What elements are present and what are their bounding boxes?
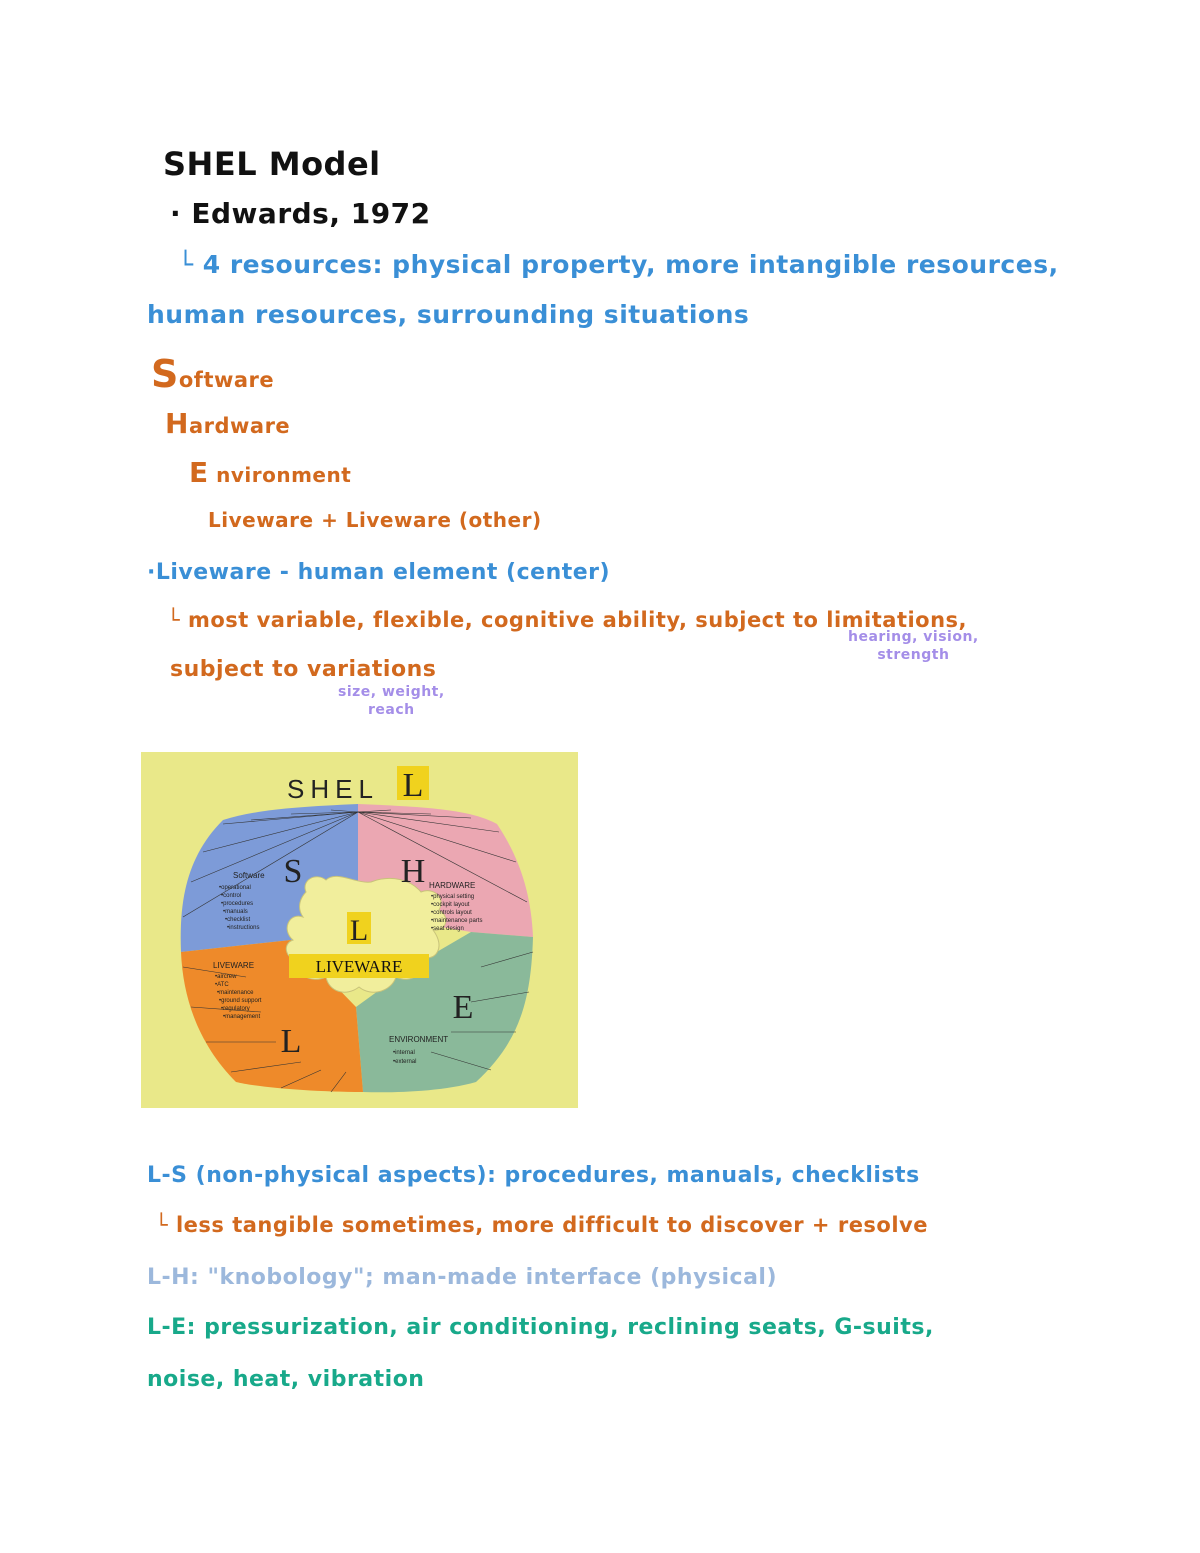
hardware-item: •seat design bbox=[431, 926, 464, 932]
note-l-e-line-2: noise, heat, vibration bbox=[147, 1367, 425, 1392]
annotation-limitations bbox=[848, 628, 979, 664]
note-l-s: L-S (non-physical aspects): procedures, manuals, checklists bbox=[147, 1163, 920, 1188]
center-l: L bbox=[349, 914, 369, 947]
liveware-item: •management bbox=[223, 1014, 261, 1020]
note-l-s-detail: └ less tangible sometimes, more difficult to discover + resolve bbox=[155, 1213, 928, 1237]
annotation-variations bbox=[338, 683, 445, 719]
liveware-item: •ground support bbox=[219, 998, 262, 1004]
shel-hardware-line bbox=[165, 407, 290, 440]
annotation-variations-line-2: reach bbox=[368, 702, 415, 718]
annotation-limitations-line-2: strength bbox=[877, 647, 950, 663]
letter-e: E bbox=[452, 989, 474, 1026]
hardware-title: HARDWARE bbox=[429, 881, 476, 890]
software-item: •control bbox=[221, 893, 242, 899]
liveware-item: •ATC bbox=[215, 982, 229, 988]
software-item: •checklist bbox=[225, 917, 251, 923]
annotation-variations-line-1: size, weight, bbox=[338, 684, 445, 700]
shel-environment-rest: nvironment bbox=[208, 463, 352, 487]
liveware-item: •regulatory bbox=[221, 1006, 250, 1012]
liveware-title: LIVEWARE bbox=[213, 961, 255, 970]
shel-software-rest: oftware bbox=[178, 368, 275, 392]
liveware-item: •maintenance bbox=[217, 990, 254, 996]
annotation-limitations-line-1: hearing, vision, bbox=[848, 629, 979, 645]
shel-software-line bbox=[151, 352, 274, 396]
note-l-h: L-H: "knobology"; man-made interface (physical) bbox=[147, 1265, 778, 1290]
shel-hardware-rest: ardware bbox=[188, 414, 291, 438]
note-resources-line-1: └ 4 resources: physical property, more intangible resources, bbox=[178, 250, 1059, 279]
note-title: SHEL Model bbox=[163, 145, 381, 183]
letter-l: L bbox=[280, 1023, 302, 1060]
note-resources-line-2: human resources, surrounding situations bbox=[147, 300, 750, 329]
note-liveware-variations: subject to variations bbox=[170, 657, 437, 682]
software-item: •procedures bbox=[221, 901, 254, 907]
diagram-heading-shel: SHEL bbox=[287, 774, 379, 804]
shel-initial-e: E bbox=[189, 456, 209, 489]
letter-h: H bbox=[400, 853, 426, 890]
note-liveware-traits: └ most variable, flexible, cognitive ability, subject to limitations, bbox=[167, 608, 968, 632]
liveware-label: LIVEWARE bbox=[315, 957, 403, 976]
shel-environment-line bbox=[189, 456, 351, 489]
hardware-item: •controls layout bbox=[431, 910, 472, 916]
software-item: •manuals bbox=[223, 909, 248, 915]
software-item: •operational bbox=[219, 885, 251, 891]
note-liveware-definition: ·Liveware - human element (center) bbox=[147, 560, 611, 585]
note-author: · Edwards, 1972 bbox=[170, 197, 431, 230]
software-title: Software bbox=[233, 871, 265, 880]
environment-item: •internal bbox=[393, 1050, 415, 1056]
letter-s: S bbox=[283, 853, 303, 890]
environment-item: •external bbox=[393, 1059, 417, 1065]
shel-initial-s: S bbox=[151, 352, 179, 396]
software-item: •instructions bbox=[227, 925, 260, 931]
note-l-e-line-1: L-E: pressurization, air conditioning, reclining seats, G-suits, bbox=[147, 1315, 934, 1340]
liveware-item: •aircrew bbox=[215, 974, 237, 980]
shel-liveware-line: Liveware + Liveware (other) bbox=[208, 508, 542, 532]
shel-diagram bbox=[141, 752, 578, 1108]
hardware-item: •cockpit layout bbox=[431, 902, 470, 908]
diagram-heading-l: L bbox=[402, 767, 424, 804]
hardware-item: •maintenance parts bbox=[431, 918, 483, 924]
shel-initial-h: H bbox=[165, 407, 189, 440]
environment-title: ENVIRONMENT bbox=[389, 1035, 449, 1044]
hardware-item: •physical setting bbox=[431, 894, 475, 900]
